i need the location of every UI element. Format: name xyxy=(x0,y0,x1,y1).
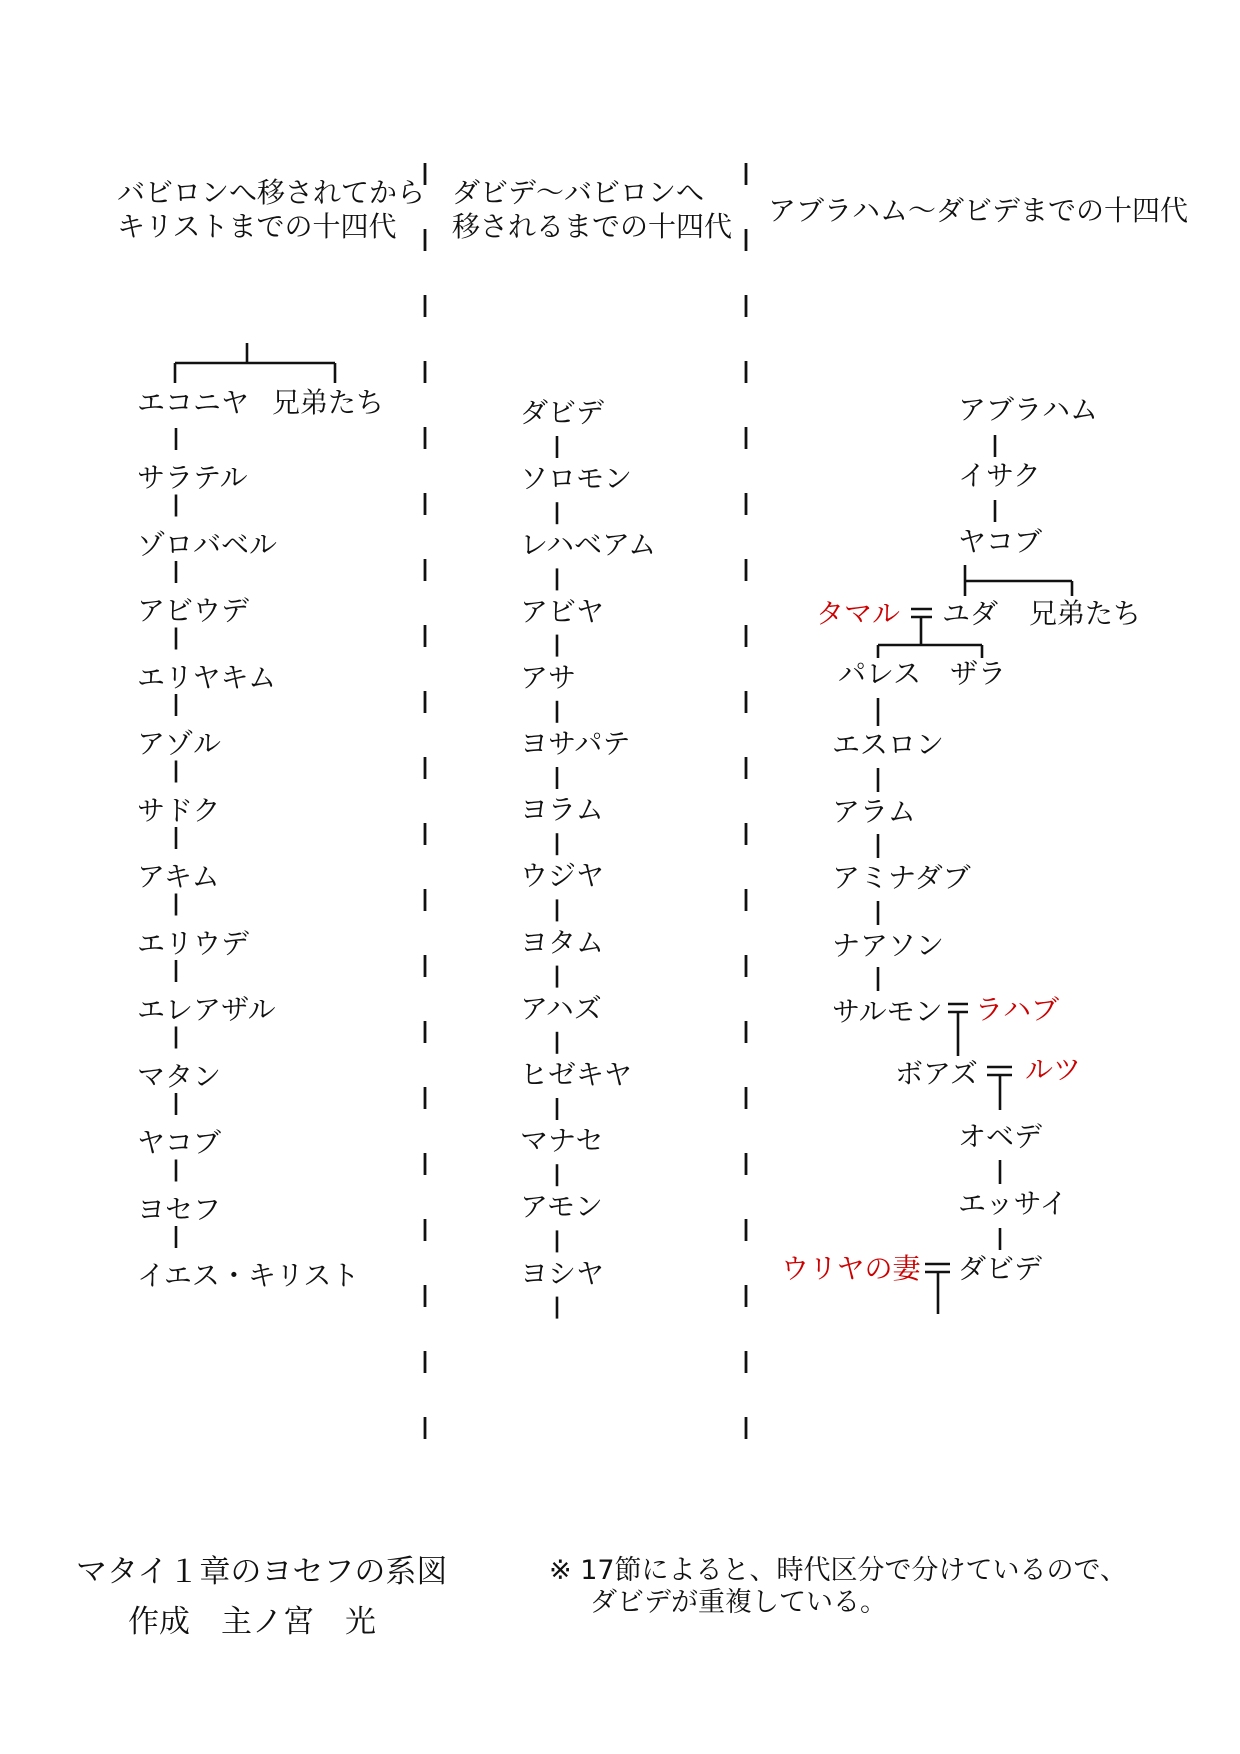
col3-rahab: ラハブ xyxy=(975,993,1060,1026)
col2-name-11: ヒゼキヤ xyxy=(520,1058,633,1091)
col1-name-8: エリウデ xyxy=(137,926,250,960)
col1-name-13: イエス・キリスト xyxy=(137,1259,360,1292)
col3-jesse: エッサイ xyxy=(958,1187,1068,1220)
col1-name-9: エレアザル xyxy=(137,993,276,1026)
col3-isaac: イサク xyxy=(958,459,1041,492)
col3-abraham: アブラハム xyxy=(958,393,1099,426)
col1-name-5: アゾル xyxy=(137,727,222,760)
col3-ram: アラム xyxy=(832,795,916,828)
author-line: 作成 主ノ宮 光 xyxy=(128,1604,376,1640)
col2-name-10: アハズ xyxy=(520,991,602,1025)
col3-david: ダビデ xyxy=(958,1252,1043,1285)
col1-ekoniya: エコニヤ xyxy=(137,386,250,419)
col3-tamar: タマル xyxy=(816,597,901,630)
col1-name-1: サラテル xyxy=(137,461,248,494)
diagram-title: マタイ１章のヨセフの系図 xyxy=(76,1554,448,1590)
col2-header xyxy=(452,176,732,244)
col3-boaz: ボアズ xyxy=(895,1057,978,1090)
col1-header-line1: バビロンへ移されてから xyxy=(117,176,426,209)
col2-name-8: ウジヤ xyxy=(520,859,605,893)
col3-hezron: エスロン xyxy=(832,728,945,761)
note-line1: ※ 17節によると、時代区分で分けているので、 xyxy=(549,1555,1128,1586)
col3-zerah: ザラ xyxy=(950,657,1007,690)
col2-name-4: アビヤ xyxy=(520,594,605,628)
col2-header-line2: 移されるまでの十四代 xyxy=(452,210,733,243)
col3-ruth: ルツ xyxy=(1025,1053,1082,1086)
col2-name-5: アサ xyxy=(520,660,577,694)
col2-name-3: レハベアム xyxy=(520,528,657,562)
col1-name-3: アビウデ xyxy=(137,594,250,627)
col1-name-10: マタン xyxy=(137,1059,222,1093)
col1-brothers: 兄弟たち xyxy=(272,386,385,419)
col3-judah: ユダ xyxy=(942,597,999,630)
col3-brothers: 兄弟たち xyxy=(1029,597,1142,630)
col1-header-line2: キリストまでの十四代 xyxy=(117,210,397,243)
col3-obed: オベデ xyxy=(958,1120,1043,1153)
col2-name-6: ヨサパテ xyxy=(520,727,631,760)
col2-name-9: ヨタム xyxy=(520,925,605,959)
col2-name-13: アモン xyxy=(520,1190,603,1224)
col2-name-7: ヨラム xyxy=(520,793,604,827)
col2-header-line1: ダビデ～バビロンへ xyxy=(452,176,705,209)
col3-jacob: ヤコブ xyxy=(958,525,1043,558)
col1-name-4: エリヤキム xyxy=(137,660,277,694)
col2-name-2: ソロモン xyxy=(520,462,633,496)
col3-nahshon: ナアソン xyxy=(832,929,945,962)
col2-name-1: ダビデ xyxy=(520,396,605,429)
col1-name-11: ヤコブ xyxy=(137,1126,222,1159)
col3-header: アブラハム～ダビデまでの十四代 xyxy=(768,194,1189,227)
col3-uriah-wife: ウリヤの妻 xyxy=(781,1252,921,1285)
col3-amminadab: アミナダブ xyxy=(832,861,971,894)
col2-name-14: ヨシヤ xyxy=(520,1256,605,1290)
col1-name-7: アキム xyxy=(137,860,220,893)
col3-perez: パレス xyxy=(838,657,922,690)
note-line2: ダビデが重複している。 xyxy=(590,1587,887,1618)
col1-header xyxy=(117,176,425,244)
col1-name-2: ゾロバベル xyxy=(137,527,278,561)
col1-name-6: サドク xyxy=(137,793,221,827)
col3-salmon: サルモン xyxy=(832,995,943,1028)
col2-name-12: マナセ xyxy=(520,1124,604,1158)
col1-name-12: ヨセフ xyxy=(137,1192,222,1226)
